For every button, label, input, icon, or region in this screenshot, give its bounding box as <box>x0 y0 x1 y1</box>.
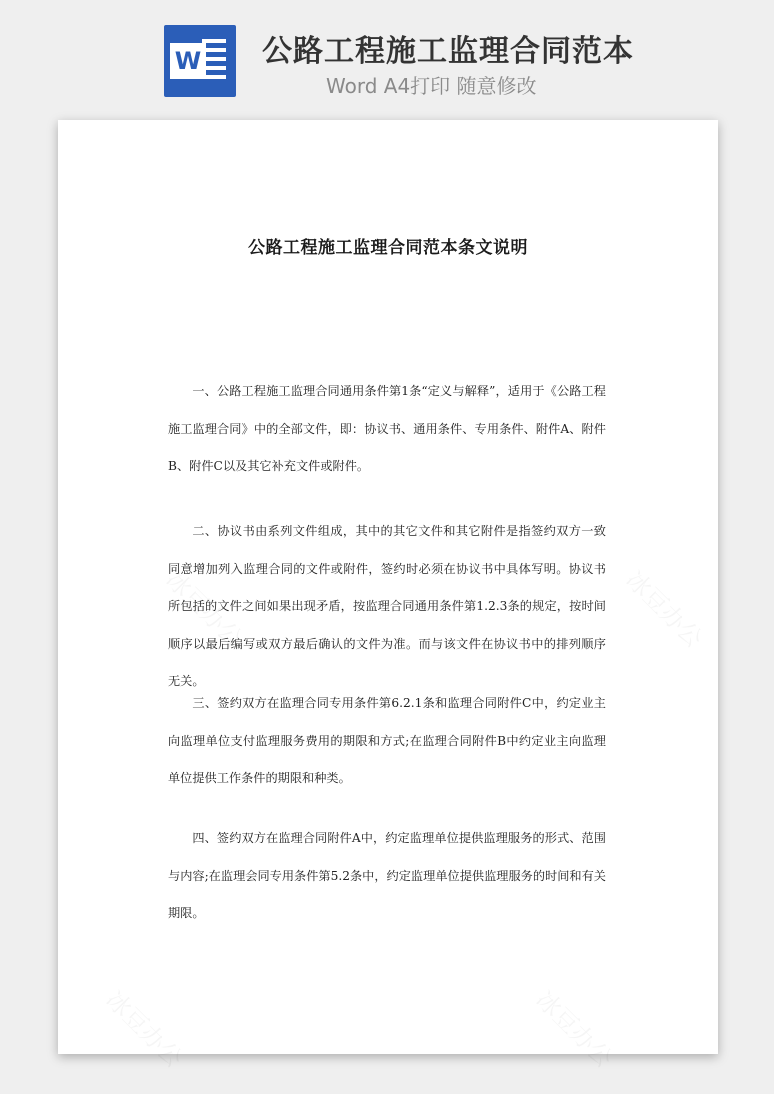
header <box>0 0 774 110</box>
paragraph-3: 三、签约双方在监理合同专用条件第6.2.1条和监理合同附件C中，约定业主向监理单位支付监理服务费用的期限和方式;在监理合同附件B中约定业主向监理单位提供工作条件的期限和种类。 <box>168 696 606 785</box>
header-subtitle: Word A4打印 随意修改 <box>326 74 537 98</box>
document-page <box>58 120 718 1054</box>
paragraph-4: 四、签约双方在监理合同附件A中，约定监理单位提供监理服务的形式、范围与内容;在监理会同专用条件第5.2条中，约定监理单位提供监理服务的时间和有关期限。 <box>168 831 606 920</box>
watermark <box>100 981 193 1074</box>
watermark <box>620 561 713 654</box>
word-icon <box>164 25 236 97</box>
word-icon-letter: W <box>170 43 206 79</box>
document-title: 公路工程施工监理合同范本条文说明 <box>248 238 528 258</box>
paragraph-1: 一、公路工程施工监理合同通用条件第1条“定义与解释”，适用于《公路工程施工监理合同》中的全部文件，即：协议书、通用条件、专用条件、附件A、附件B、附件C以及其它补充文件或附件。 <box>168 384 606 473</box>
watermark <box>530 981 623 1074</box>
paragraph-2: 二、协议书由系列文件组成，其中的其它文件和其它附件是指签约双方一致同意增加列入监理合同的文件或附件，签约时必须在协议书中具体写明。协议书所包括的文件之间如果出现矛盾，按监理合同通用条件第1.2.3条的规定，按时间顺序以最后编写或双方最后确认的文件为准。而与该文件在协议书中的排列顺序无关。 <box>168 524 606 688</box>
header-title: 公路工程施工监理合同范本 <box>262 34 634 69</box>
